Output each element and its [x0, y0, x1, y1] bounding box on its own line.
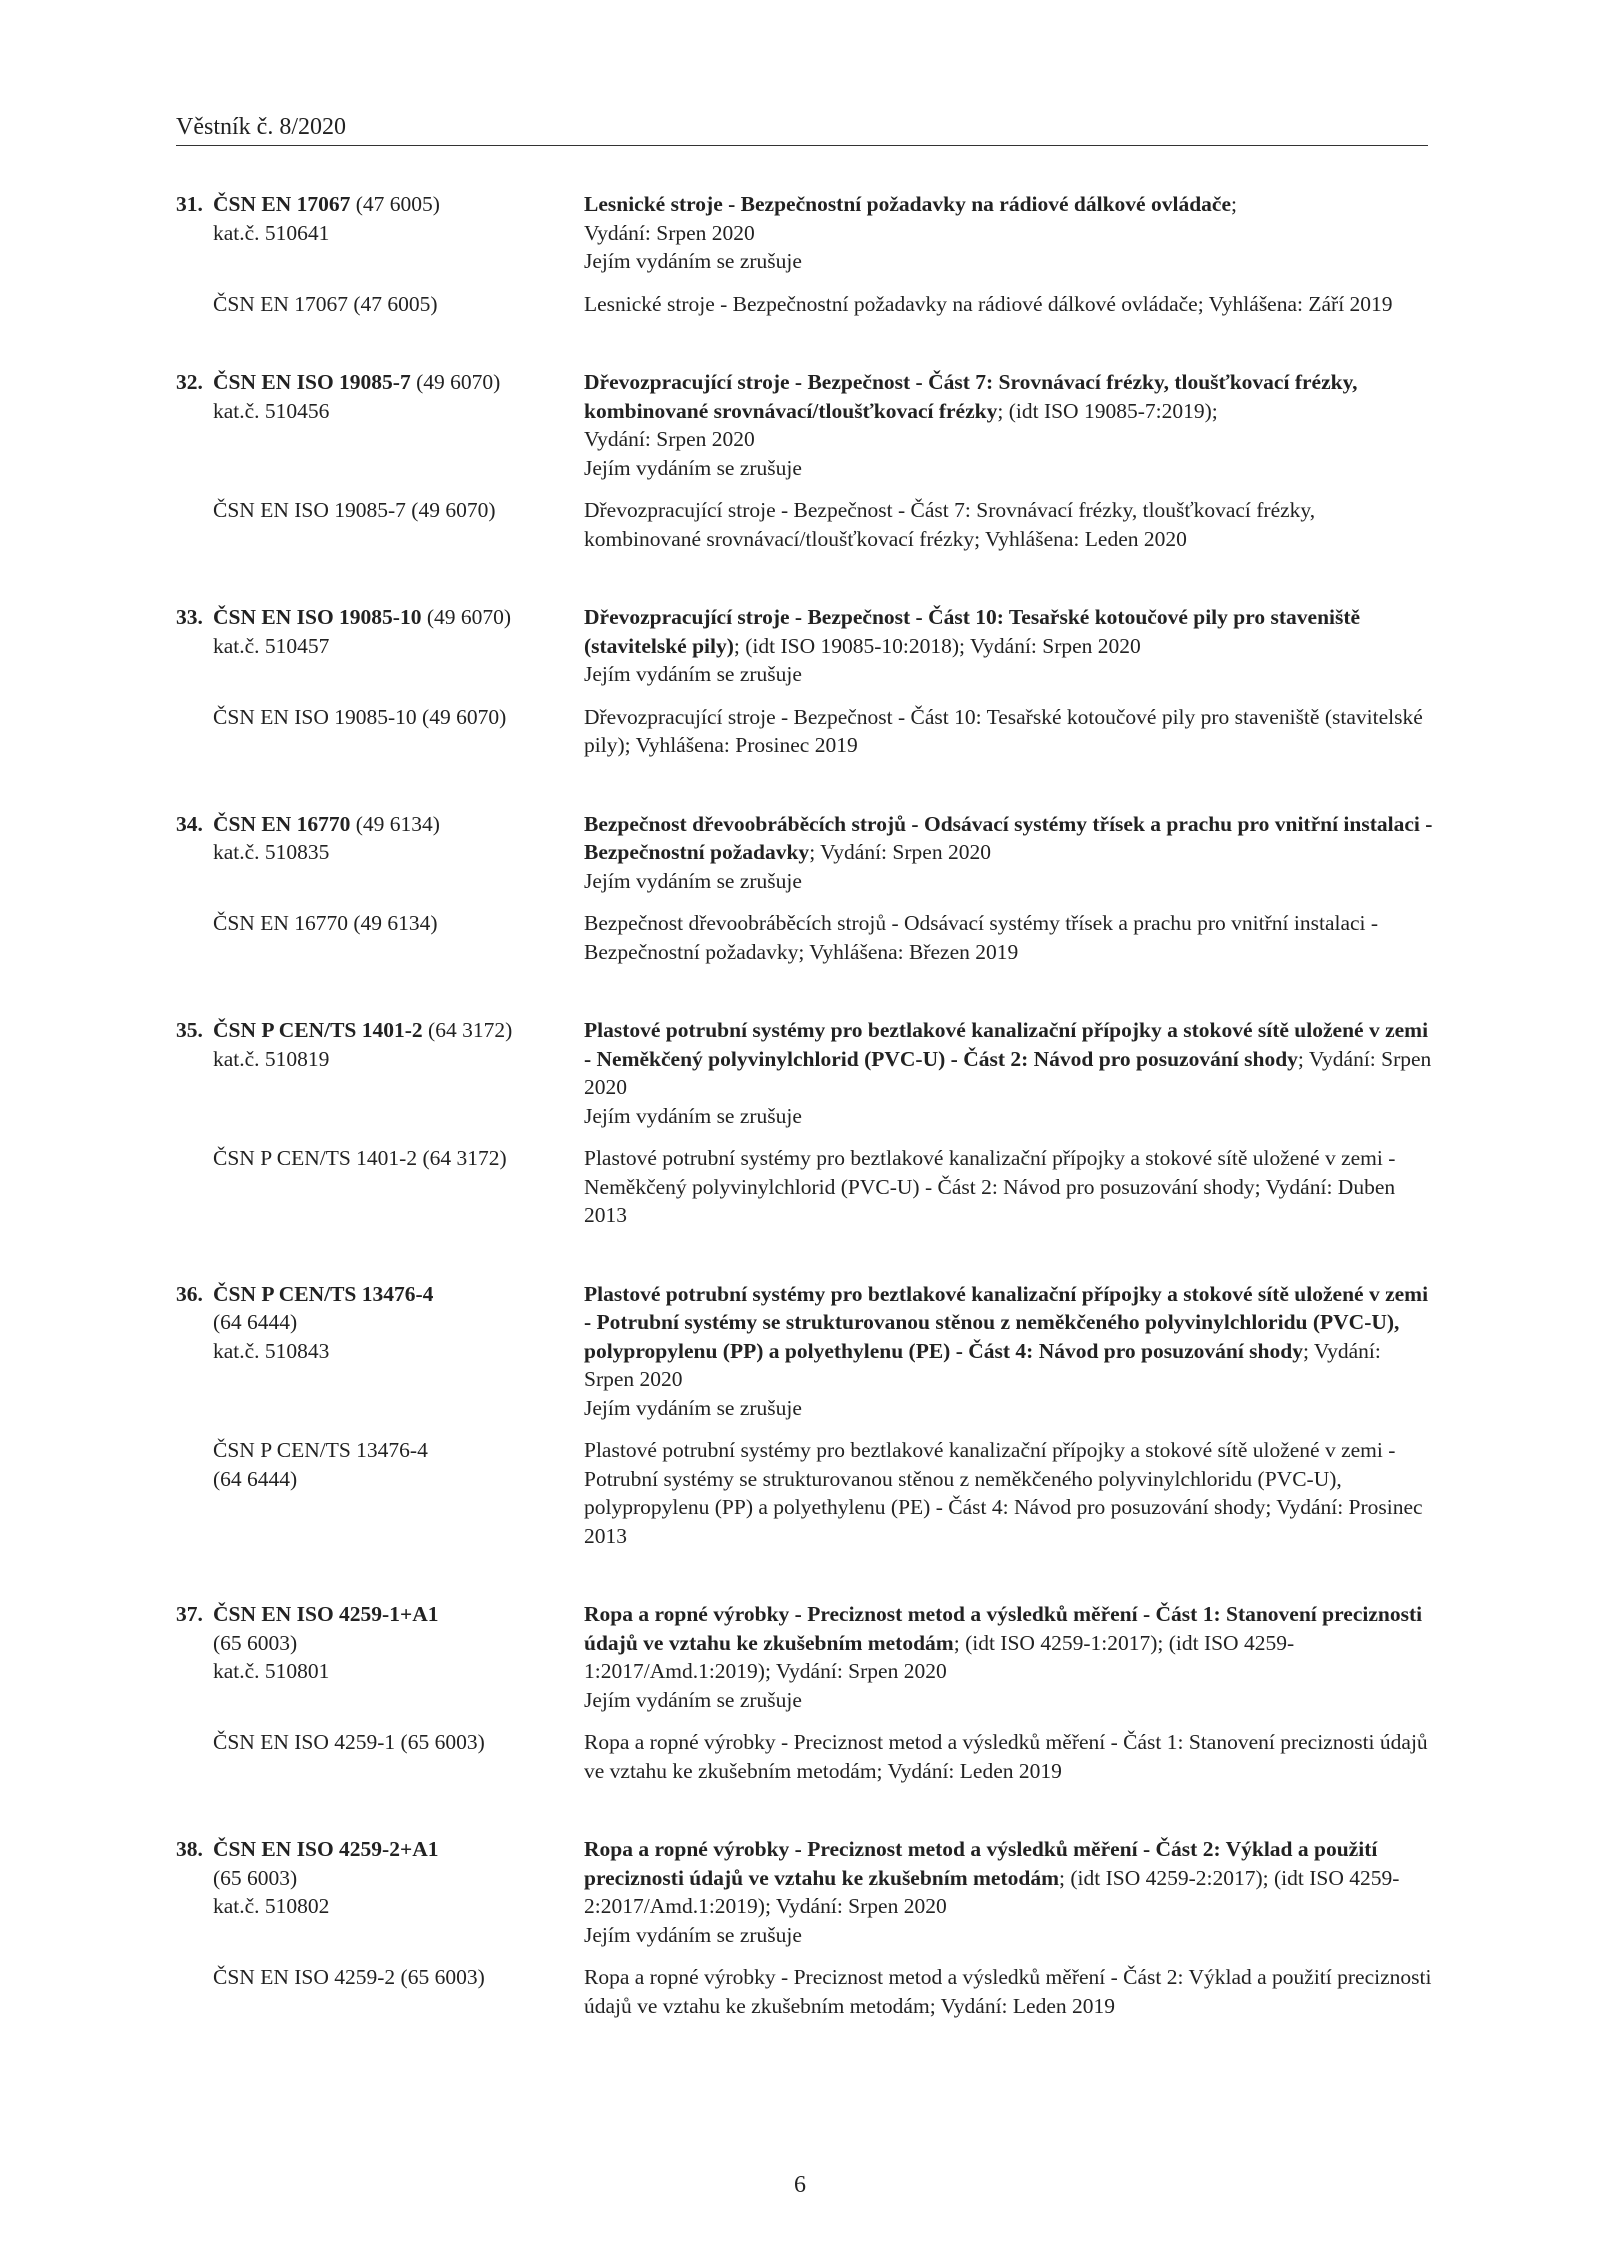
standard-code-cell [176, 810, 584, 867]
standard-code: ČSN P CEN/TS 13476-4 [213, 1281, 434, 1306]
new-standard-row [176, 603, 1436, 689]
cancelled-standard-code: ČSN P CEN/TS 13476-4 [213, 1438, 428, 1462]
cancels-note: Jejím vydáním se zrušuje [584, 1395, 802, 1420]
standard-entry [176, 190, 1436, 318]
cancelled-standard-row [176, 1963, 1436, 2020]
page-header [176, 112, 1428, 146]
standard-entry [176, 1280, 1436, 1551]
standard-title: Ropa a ropné výrobky - Preciznost metod a výsledků měření - Část 2: Výklad a použití preciznosti údajů ve vztahu ke zkušebním metodám [584, 1837, 1378, 1890]
catalog-number: kat.č. 510801 [213, 1659, 330, 1683]
classification-code: (64 6444) [213, 1310, 298, 1334]
cancelled-standard-text: Dřevozpracující stroje - Bezpečnost - Část 10: Tesařské kotoučové pily pro staveniště (stavitelské pily); Vyhlášena: Prosinec 2019 [584, 704, 1423, 757]
standard-code: ČSN EN 17067 [213, 192, 351, 216]
standard-title-tail: ; Vydání: Srpen 2020 [584, 1046, 1432, 1099]
new-standard-row [176, 1835, 1436, 1949]
cancels-note: Jejím vydáním se zrušuje [584, 1922, 802, 1947]
entry-number: 35. [176, 1018, 203, 1042]
issue-date: Vydání: Srpen 2020 [584, 220, 755, 245]
page-number: 6 [794, 2172, 806, 2198]
catalog-number: kat.č. 510835 [213, 840, 330, 864]
standard-description [584, 603, 1436, 689]
standard-title: Bezpečnost dřevoobráběcích strojů - Odsávací systémy třísek a prachu pro vnitřní instalaci - Bezpečnostní požadavky [584, 811, 1433, 864]
catalog-number: kat.č. 510456 [213, 398, 330, 423]
standard-title: Lesnické stroje - Bezpečnostní požadavky na rádiové dálkové ovládače [584, 192, 1231, 216]
standard-description [584, 1280, 1436, 1423]
entry-number: 37. [176, 1602, 203, 1626]
cancelled-standard-code: ČSN EN 17067 (47 6005) [213, 291, 438, 316]
standard-description [584, 368, 1436, 482]
new-standard-row [176, 190, 1436, 276]
standard-title: Dřevozpracující stroje - Bezpečnost - Část 7: Srovnávací frézky, tloušťkovací frézky, kombinované srovnávací/tloušťkovací frézky [584, 370, 1358, 423]
standard-description [584, 810, 1436, 896]
standard-code: ČSN EN ISO 19085-10 [213, 605, 422, 629]
standard-description [584, 190, 1436, 276]
classification-code: (49 6070) [421, 605, 512, 629]
standard-code-cell [176, 190, 584, 247]
cancelled-standard-code: ČSN EN 16770 (49 6134) [213, 911, 438, 935]
standard-code-cell [176, 1016, 584, 1073]
standard-code: ČSN EN 16770 [213, 811, 351, 836]
standard-title-tail: ; Vydání: Srpen 2020 [584, 1338, 1381, 1391]
cancelled-standard-text: Ropa a ropné výrobky - Preciznost metod a výsledků měření - Část 1: Stanovení preciznosti údajů ve vztahu ke zkušebním metodám; Vydání: Leden 2019 [584, 1730, 1428, 1783]
cancelled-standard-row [176, 1728, 1436, 1785]
standard-title: Ropa a ropné výrobky - Preciznost metod a výsledků měření - Část 1: Stanovení preciznosti údajů ve vztahu ke zkušebním metodám [584, 1602, 1423, 1655]
cancelled-standard-row [176, 1436, 1436, 1550]
cancelled-standard-row [176, 290, 1436, 319]
classification-code: (49 6134) [350, 811, 440, 836]
cancelled-standard-text: Plastové potrubní systémy pro beztlakové kanalizační přípojky a stokové sítě uložené v zemi - Neměkčený polyvinylchlorid (PVC-U) - Část 2: Návod pro posuzování shody; Vydání: Duben 2013 [584, 1146, 1396, 1227]
cancels-note: Jejím vydáním se zrušuje [584, 1687, 802, 1712]
cancelled-standard-row [176, 703, 1436, 760]
cancelled-standard-row [176, 496, 1436, 553]
cancels-note: Jejím vydáním se zrušuje [584, 249, 802, 273]
cancels-note: Jejím vydáním se zrušuje [584, 1103, 802, 1128]
standards-list [176, 190, 1436, 2070]
cancelled-standard-code: ČSN EN ISO 4259-1 (65 6003) [213, 1730, 485, 1754]
cancelled-standard-code: ČSN EN ISO 4259-2 (65 6003) [213, 1965, 485, 1989]
cancels-note: Jejím vydáním se zrušuje [584, 868, 802, 893]
classification-code: (65 6003) [213, 1630, 298, 1655]
classification-code: (47 6005) [350, 192, 440, 216]
cancelled-standard-text: Bezpečnost dřevoobráběcích strojů - Odsávací systémy třísek a prachu pro vnitřní instalaci - Bezpečnostní požadavky; Vyhlášena: Březen 2019 [584, 911, 1379, 964]
cancelled-standard-text: Dřevozpracující stroje - Bezpečnost - Část 7: Srovnávací frézky, tloušťkovací frézky, kombinované srovnávací/tloušťkovací frézky; Vyhlášena: Leden 2020 [584, 498, 1316, 551]
classification-code: (64 3172) [422, 1018, 513, 1042]
new-standard-row [176, 368, 1436, 482]
cancels-note: Jejím vydáním se zrušuje [584, 662, 802, 686]
standard-code: ČSN EN ISO 4259-2+A1 [213, 1837, 439, 1861]
standard-title-tail: ; (idt ISO 4259-2:2017); (idt ISO 4259-2:2017/Amd.1:2019); Vydání: Srpen 2020 [584, 1865, 1400, 1918]
standard-code-cell [176, 1280, 584, 1366]
standard-title-tail: ; (idt ISO 19085-10:2018); Vydání: Srpen 2020 [733, 633, 1141, 658]
standard-title: Plastové potrubní systémy pro beztlakové kanalizační přípojky a stokové sítě uložené v zemi - Neměkčený polyvinylchlorid (PVC-U) - Část 2: Návod pro posuzování shody [584, 1018, 1429, 1071]
standard-entry [176, 368, 1436, 553]
entry-number: 38. [176, 1837, 203, 1861]
standard-code-cell [176, 1835, 584, 1921]
classification-code: (65 6003) [213, 1865, 298, 1890]
cancelled-standard-text: Lesnické stroje - Bezpečnostní požadavky na rádiové dálkové ovládače; Vyhlášena: Září 2019 [584, 291, 1393, 316]
new-standard-row [176, 810, 1436, 896]
catalog-number: kat.č. 510457 [213, 633, 330, 658]
standard-entry [176, 810, 1436, 967]
cancelled-standard-row [176, 909, 1436, 966]
standard-code-cell [176, 603, 584, 660]
cancels-note: Jejím vydáním se zrušuje [584, 455, 802, 480]
entry-number: 34. [176, 811, 203, 836]
catalog-number: kat.č. 510819 [213, 1046, 330, 1071]
standard-code-cell [176, 1600, 584, 1686]
entry-number: 32. [176, 370, 203, 394]
journal-title: Věstník č. 8/2020 [176, 114, 346, 140]
standard-entry [176, 1600, 1436, 1785]
standard-code: ČSN EN ISO 4259-1+A1 [213, 1602, 439, 1626]
standard-title-tail: ; (idt ISO 4259-1:2017); (idt ISO 4259-1:2017/Amd.1:2019); Vydání: Srpen 2020 [584, 1630, 1295, 1683]
cancelled-classification-code: (64 6444) [213, 1466, 298, 1491]
standard-entry [176, 1016, 1436, 1230]
catalog-number: kat.č. 510802 [213, 1894, 330, 1918]
standard-description [584, 1835, 1436, 1949]
cancelled-standard-code: ČSN EN ISO 19085-7 (49 6070) [213, 498, 496, 522]
cancelled-standard-text: Plastové potrubní systémy pro beztlakové kanalizační přípojky a stokové sítě uložené v zemi - Potrubní systémy se strukturovanou stěnou z neměkčeného polyvinylchloridu (PVC-U), polypropylenu (PP) a polyethylenu (PE) - Část 4: Návod pro posuzování shody; Vydání: Prosinec 2013 [584, 1438, 1423, 1548]
new-standard-row [176, 1016, 1436, 1130]
standard-entry [176, 1835, 1436, 2020]
entry-number: 31. [176, 192, 203, 216]
standard-code: ČSN EN ISO 19085-7 [213, 370, 411, 394]
new-standard-row [176, 1280, 1436, 1423]
standard-description [584, 1016, 1436, 1130]
standard-code-cell [176, 368, 584, 425]
classification-code: (49 6070) [410, 370, 501, 394]
standard-entry [176, 603, 1436, 760]
cancelled-standard-text: Ropa a ropné výrobky - Preciznost metod a výsledků měření - Část 2: Výklad a použití preciznosti údajů ve vztahu ke zkušebním metodám; Vydání: Leden 2019 [584, 1965, 1432, 2018]
catalog-number: kat.č. 510843 [213, 1338, 330, 1363]
standard-description [584, 1600, 1436, 1714]
standard-title-tail: ; Vydání: Srpen 2020 [809, 840, 991, 864]
issue-date: Vydání: Srpen 2020 [584, 427, 755, 451]
entry-number: 36. [176, 1281, 203, 1306]
standard-code: ČSN P CEN/TS 1401-2 [213, 1018, 423, 1042]
standard-title-tail: ; [1230, 192, 1237, 216]
catalog-number: kat.č. 510641 [213, 220, 330, 245]
new-standard-row [176, 1600, 1436, 1714]
standard-title: Plastové potrubní systémy pro beztlakové kanalizační přípojky a stokové sítě uložené v zemi - Potrubní systémy se strukturovanou stěnou z neměkčeného polyvinylchloridu (PVC-U), polypropylenu (PP) a polyethylenu (PE) - Část 4: Návod pro posuzování shody [584, 1281, 1429, 1363]
standard-title-tail: ; (idt ISO 19085-7:2019); [997, 398, 1218, 423]
entry-number: 33. [176, 605, 203, 629]
cancelled-standard-row [176, 1144, 1436, 1230]
cancelled-standard-code: ČSN EN ISO 19085-10 (49 6070) [213, 704, 507, 729]
cancelled-standard-code: ČSN P CEN/TS 1401-2 (64 3172) [213, 1146, 507, 1170]
standard-title: Dřevozpracující stroje - Bezpečnost - Část 10: Tesařské kotoučové pily pro staveniště (stavitelské pily) [584, 605, 1361, 658]
